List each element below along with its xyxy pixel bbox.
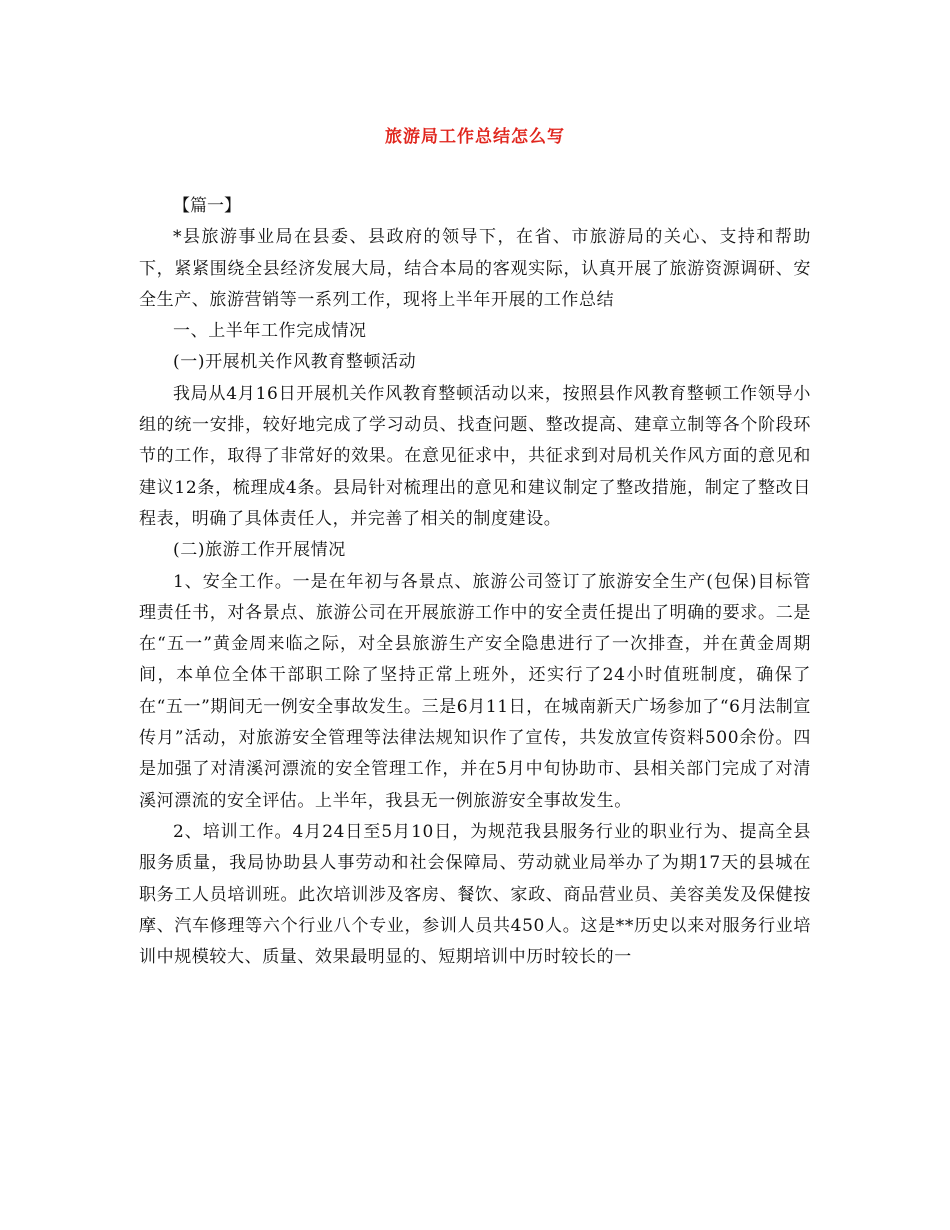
body-paragraph: 2、培训工作。4月24日至5月10日，为规范我县服务行业的职业行为、提高全县服务质量，我局协助县人事劳动和社会保障局、劳动就业局举办了为期17天的县城在职务工人员培训班。此次培训涉及客房、餐饮、家政、商品营业员、美容美发及保健按摩、汽车修理等六个行业八个专业，参训人员共450人。这是**历史以来对服务行业培训中规模较大、质量、效果最明显的、短期培训中历时较长的一 xyxy=(139,821,811,968)
section-tag: 【篇一】 xyxy=(173,196,241,216)
document-title: 旅游局工作总结怎么写 xyxy=(385,127,565,147)
body-paragraph: 1、安全工作。一是在年初与各景点、旅游公司签订了旅游安全生产(包保)目标管理责任书，对各景点、旅游公司在开展旅游工作中的安全责任提出了明确的要求。二是在“五一”黄金周来临之际，对全县旅游生产安全隐患进行了一次排查，并在黄金周期间，本单位全体干部职工除了坚持正常上班外，还实行了24小时值班制度，确保了在“五一”期间无一例安全事故发生。三是6月11日，在城南新天广场参加了“6月法制宣传月”活动，对旅游安全管理等法律法规知识作了宣传，共发放宣传资料500余份。四是加强了对清溪河漂流的安全管理工作，并在5月中旬协助市、县相关部门完成了对清溪河漂流的安全评估。上半年，我县无一例旅游安全事故发生。 xyxy=(139,571,811,811)
body-paragraph: 我局从4月16日开展机关作风教育整顿活动以来，按照县作风教育整顿工作领导小组的统一安排，较好地完成了学习动员、找查问题、整改提高、建章立制等各个阶段环节的工作，取得了非常好的效果。在意见征求中，共征求到对局机关作风方面的意见和建议12条，梳理成4条。县局针对梳理出的意见和建议制定了整改措施，制定了整改日程表，明确了具体责任人，并完善了相关的制度建设。 xyxy=(139,383,811,529)
subsection-heading: (二)旅游工作开展情况 xyxy=(173,540,346,561)
document-body xyxy=(139,191,811,973)
section-heading: 一、上半年工作完成情况 xyxy=(173,321,367,342)
intro-paragraph: *县旅游事业局在县委、县政府的领导下，在省、市旅游局的关心、支持和帮助下，紧紧围绕全县经济发展大局，结合本局的客观实际，认真开展了旅游资源调研、安全生产、旅游营销等一系列工作，现将上半年开展的工作总结 xyxy=(139,227,811,310)
subsection-heading: (一)开展机关作风教育整顿活动 xyxy=(173,352,417,373)
